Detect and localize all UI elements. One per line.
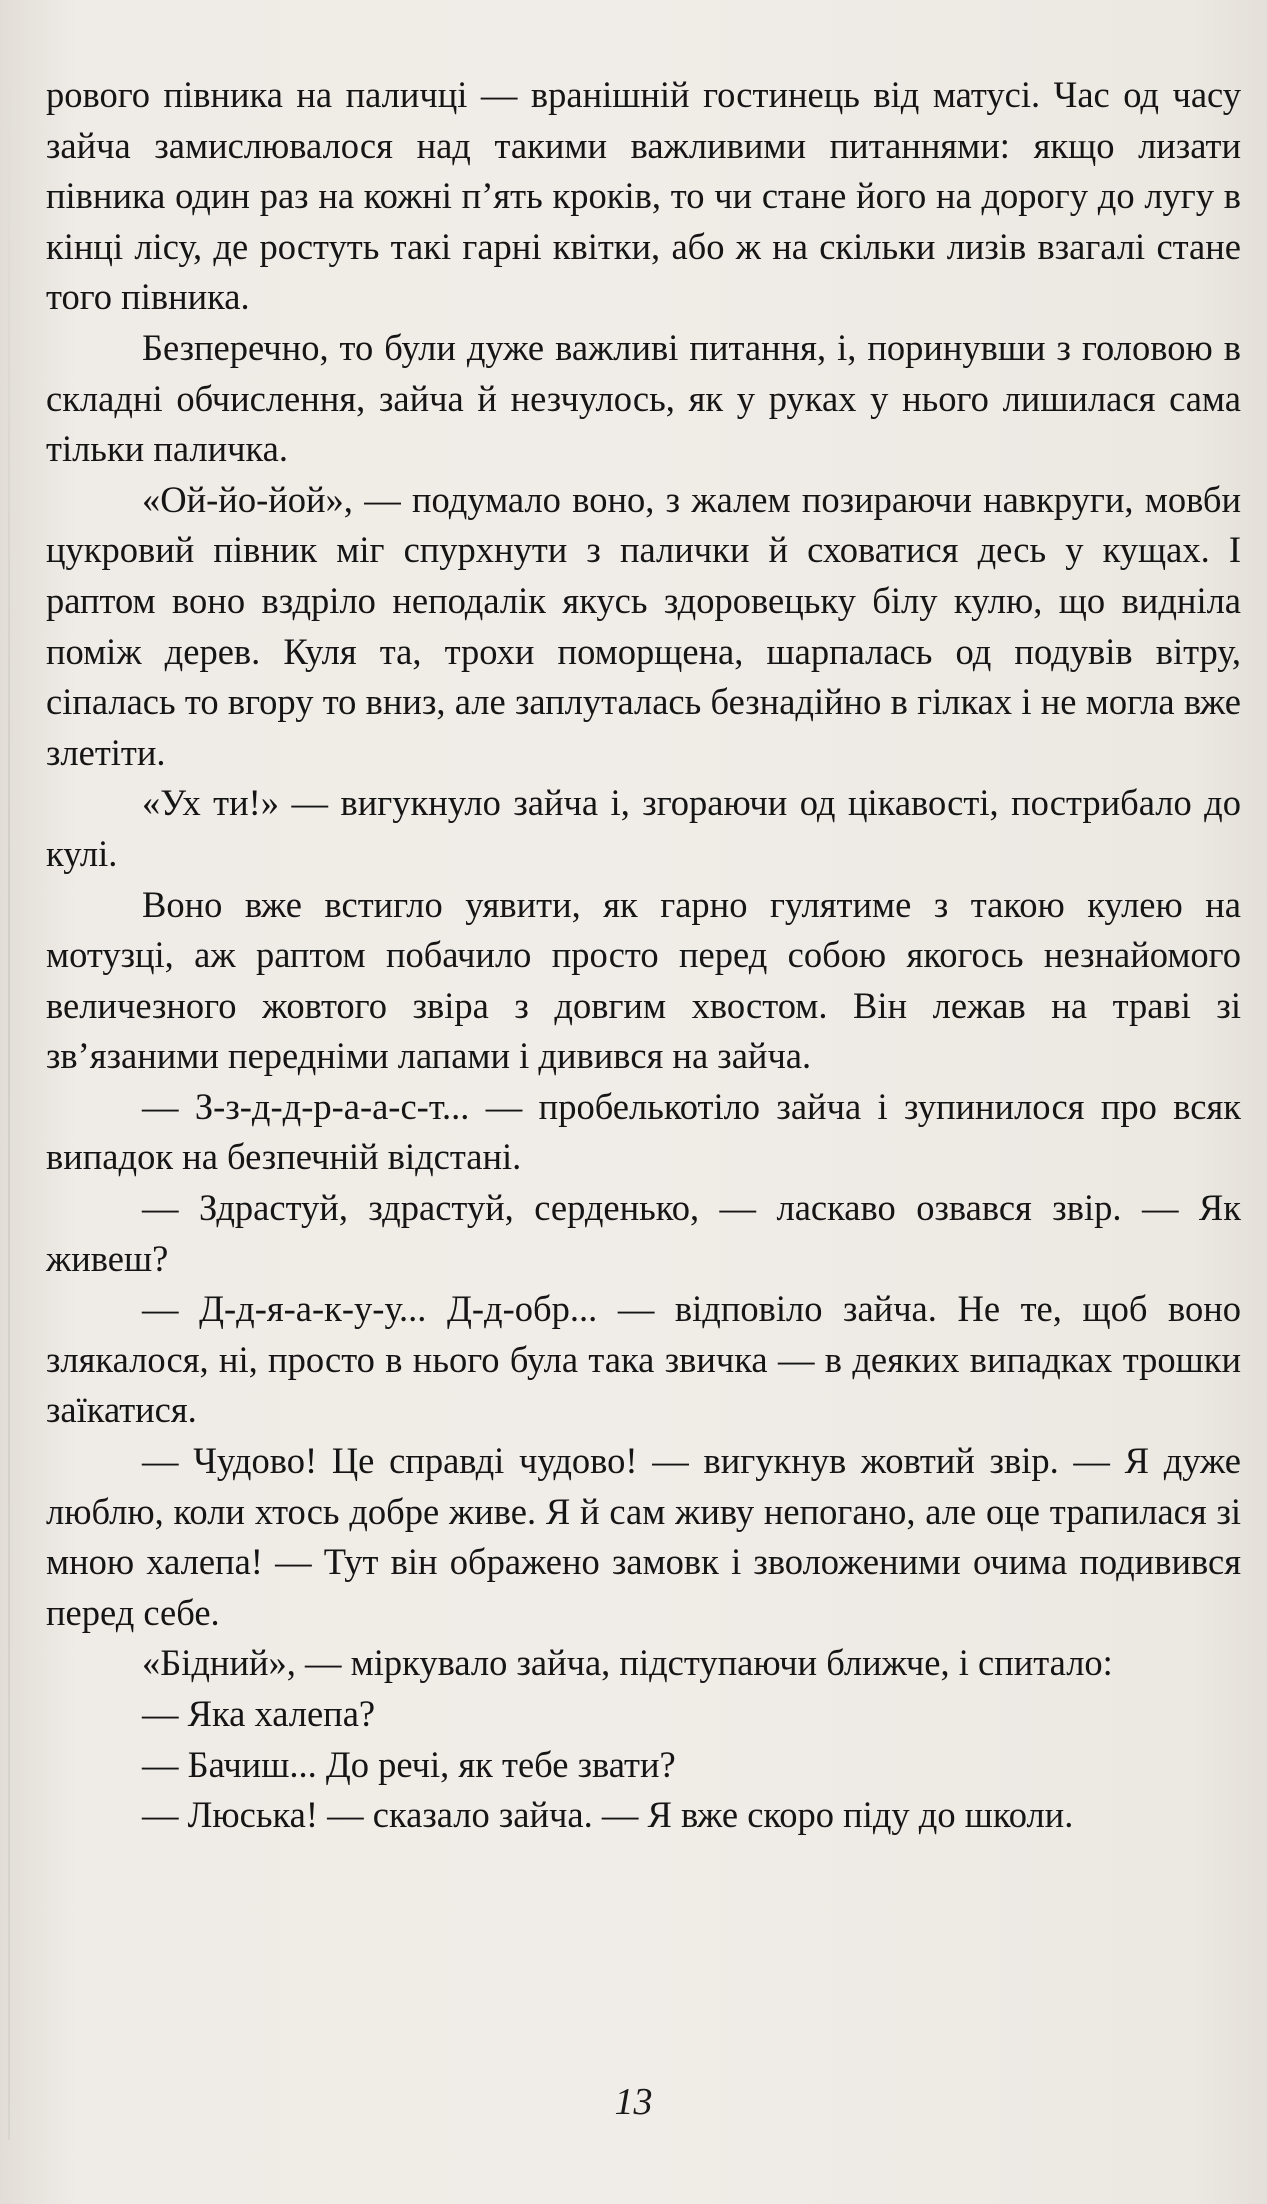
paragraph-2: Безперечно, то були дуже важливі питання, і, поринувши з головою в складні обчислення, зайча й незчулось, як у руках у нього лишилася сама тільки паличка. (46, 326, 1241, 470)
paragraph-4: «Ух ти!» — вигукнуло зайча і, згораючи од цікавості, пострибало до кулі. (46, 782, 1241, 874)
paragraph-9: — Чудово! Це справді чудово! — вигукнув жовтий звір. — Я дуже люблю, коли хтось добре живе. Я й сам живу непогано, але оце трапилася зі мною халепа! — Тут він ображено замовк і зволоженими очима подивився перед себе. (46, 1440, 1241, 1633)
paragraph-10: «Бідний», — міркувало зайча, підступаючи ближче, і спитало: (142, 1642, 1113, 1684)
paragraph-6: — З-з-д-д-р-а-а-с-т... — пробелькотіло зайча і зупинилося про всяк випадок на безпечній відстані. (46, 1085, 1241, 1178)
paragraph-13: — Люська! — сказало зайча. — Я вже скоро піду до школи. (142, 1794, 1074, 1836)
body-text (46, 70, 1241, 1841)
page-number: 13 (614, 2081, 653, 2123)
paragraph-5: Воно вже встигло уявити, як гарно гулятиме з такою кулею на мотузці, аж раптом побачило просто перед собою якогось незнайомого величезного жовтого звіра з довгим хвостом. Він лежав на траві зі зв’язаними передніми лапами і дивився на зайча. (46, 883, 1241, 1077)
paragraph-12: — Бачиш... До речі, як тебе звати? (142, 1743, 676, 1785)
page-edge-shadow (8, 60, 10, 2140)
paragraph-3: «Ой-йо-йой», — подумало воно, з жалем позираючи навкруги, мовби цукровий півник міг спурхнути з палички й сховатися десь у кущах. І раптом воно вздріло неподалік якусь здоровецьку білу кулю, що видніла поміж дерев. Куля та, трохи поморщена, шарпалась од подувів вітру, сіпалась то вгору то вниз, але заплуталась безнадійно в гілках і не могла вже злетіти. (46, 478, 1241, 773)
paragraph-11: — Яка халепа? (142, 1693, 376, 1734)
paragraph-7: — Здрастуй, здрастуй, серденько, — ласкаво озвався звір. — Як живеш? (46, 1187, 1241, 1279)
paragraph-1: рового півника на паличці — вранішній гостинець від матусі. Час од часу зайча замислювалося над такими важливими питаннями: якщо лизати півника один раз на кожні п’ять кроків, то чи стане його на дорогу до лугу в кінці лісу, де ростуть такі гарні квітки, або ж на скільки лизів взагалі стане того півника. (46, 74, 1241, 318)
paragraph-8: — Д-д-я-а-к-у-у... Д-д-обр... — відповіло зайча. Не те, щоб воно злякалося, ні, просто в нього була така звичка — в деяких випадках трошки заїкатися. (46, 1288, 1241, 1431)
